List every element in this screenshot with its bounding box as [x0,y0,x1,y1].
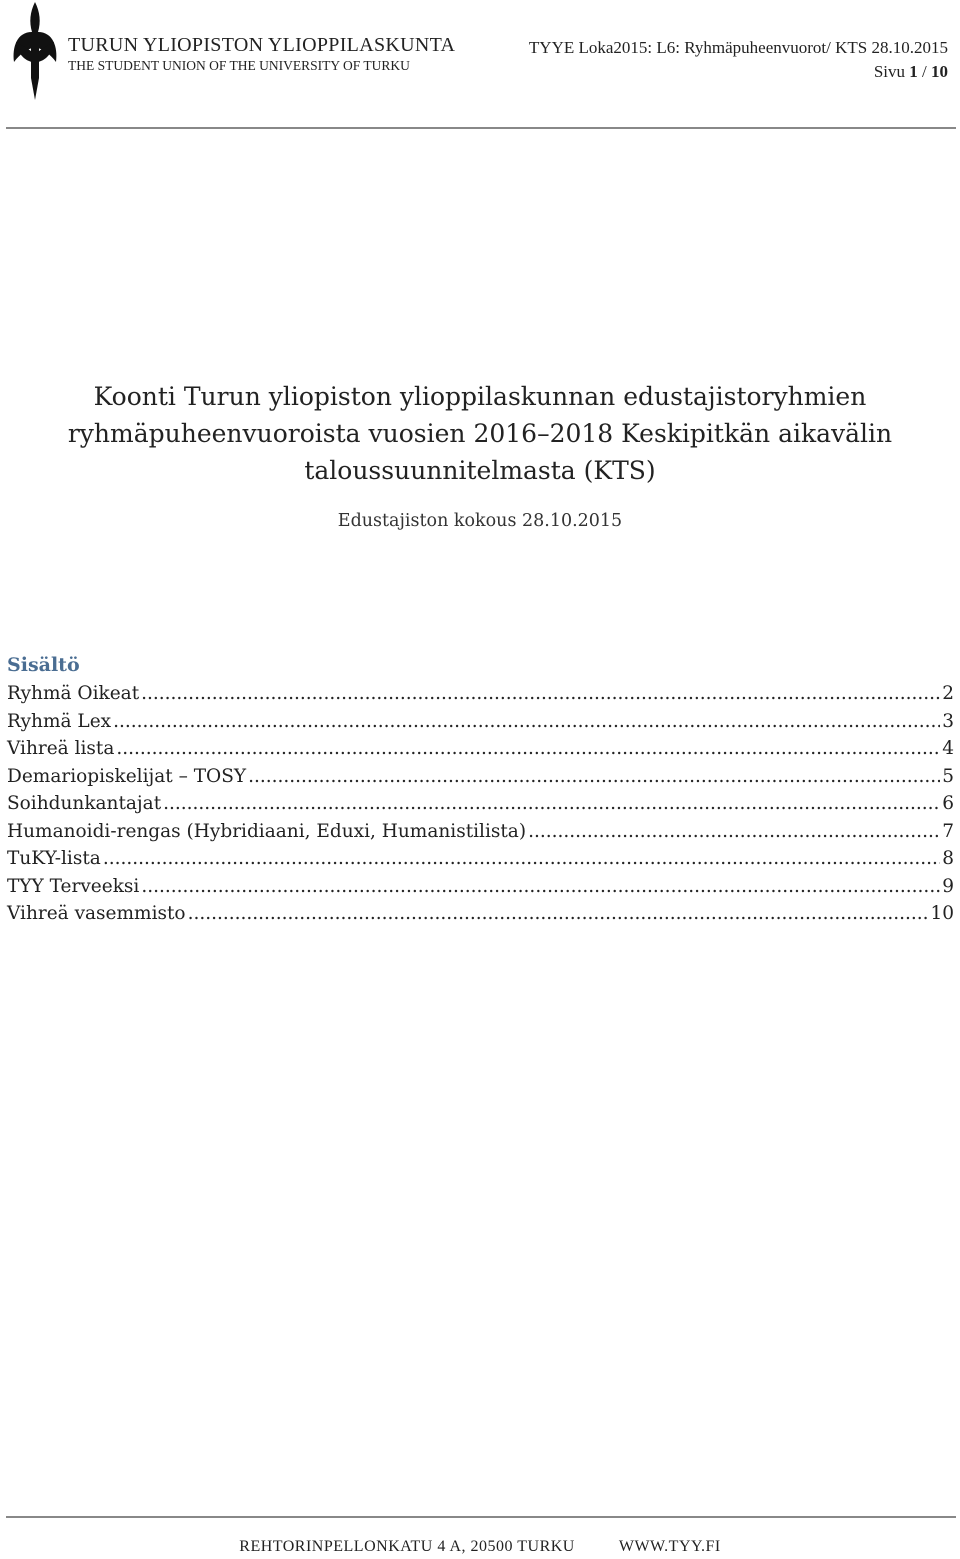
footer-address: REHTORINPELLONKATU 4 A, 20500 TURKU [239,1538,575,1555]
toc-entry-page[interactable]: 3 [942,710,954,732]
toc-entry[interactable] [7,680,954,708]
toc-leader-dots [113,708,940,736]
title-line: ryhmäpuheenvuoroista vuosien 2016–2018 Keskipitkän aikavälin [67,419,893,448]
toc-leader-dots [103,845,940,873]
toc-entry-label[interactable]: TYY Terveeksi [7,875,140,897]
toc-entry[interactable] [7,818,954,846]
page-header [529,36,948,84]
toc-entry[interactable] [7,708,954,736]
toc-entry[interactable] [7,790,954,818]
toc-entry-page[interactable]: 10 [930,903,954,924]
org-name-fi: TURUN YLIOPISTON YLIOPPILASKUNTA [68,34,456,56]
org-name [68,34,455,74]
toc-entry[interactable] [7,845,954,873]
toc-entry[interactable] [7,763,954,791]
toc-entry-page[interactable]: 8 [942,848,954,869]
toc-entry-label[interactable]: Demariopiskelijat – TOSY [7,765,247,787]
table-of-contents [7,654,954,928]
page-separator: / [917,62,931,81]
page-total: 10 [931,62,948,81]
toc-entry[interactable] [7,873,954,901]
toc-leader-dots [141,680,940,708]
toc-leader-dots [116,735,940,763]
toc-entry[interactable] [7,735,954,763]
toc-entry-label[interactable]: Ryhmä Lex [7,710,112,732]
org-name-en: THE STUDENT UNION OF THE UNIVERSITY OF TURKU [68,58,410,73]
toc-entry-label[interactable]: Humanoidi-rengas (Hybridiaani, Eduxi, Humanistilista) [7,820,527,842]
toc-leader-dots [141,873,940,901]
toc-entry-label[interactable]: Soihdunkantajat [7,793,162,814]
footer-website[interactable]: WWW.TYY.FI [618,1538,721,1555]
toc-entry-page[interactable]: 7 [942,820,954,842]
toc-entry[interactable] [7,900,954,928]
toc-entry-label[interactable]: Vihreä vasemmisto [7,903,186,924]
page-footer [0,1538,960,1556]
document-reference: TYYE Loka2015: L6: Ryhmäpuheenvuorot/ KTS 28.10.2015 [528,38,948,57]
toc-entry-label[interactable]: Vihreä lista [7,738,115,759]
tyy-torch-logo-icon [12,2,58,100]
toc-entry-page[interactable]: 5 [942,765,954,787]
toc-entry-page[interactable]: 2 [942,683,954,704]
toc-entry-page[interactable]: 6 [942,793,954,814]
title-line: taloussuunnitelmasta (KTS) [304,456,656,485]
header-divider [6,127,956,129]
page-number [529,60,948,84]
toc-entry-label[interactable]: TuKY-lista [7,848,101,869]
toc-entry-page[interactable]: 9 [942,875,954,897]
toc-leader-dots [188,900,929,928]
toc-leader-dots [248,763,940,791]
title-line: Koonti Turun yliopiston ylioppilaskunnan edustajistoryhmien [93,382,867,411]
page-current: 1 [909,62,918,81]
toc-heading: Sisältö [7,654,80,676]
toc-leader-dots [163,790,940,818]
toc-leader-dots [528,818,940,846]
toc-entry-page[interactable]: 4 [942,738,954,759]
document-subtitle: Edustajiston kokous 28.10.2015 [337,511,623,531]
document-title [0,378,960,489]
toc-entry-label[interactable]: Ryhmä Oikeat [7,683,140,704]
footer-divider [6,1516,956,1518]
page-label: Sivu [873,62,906,81]
